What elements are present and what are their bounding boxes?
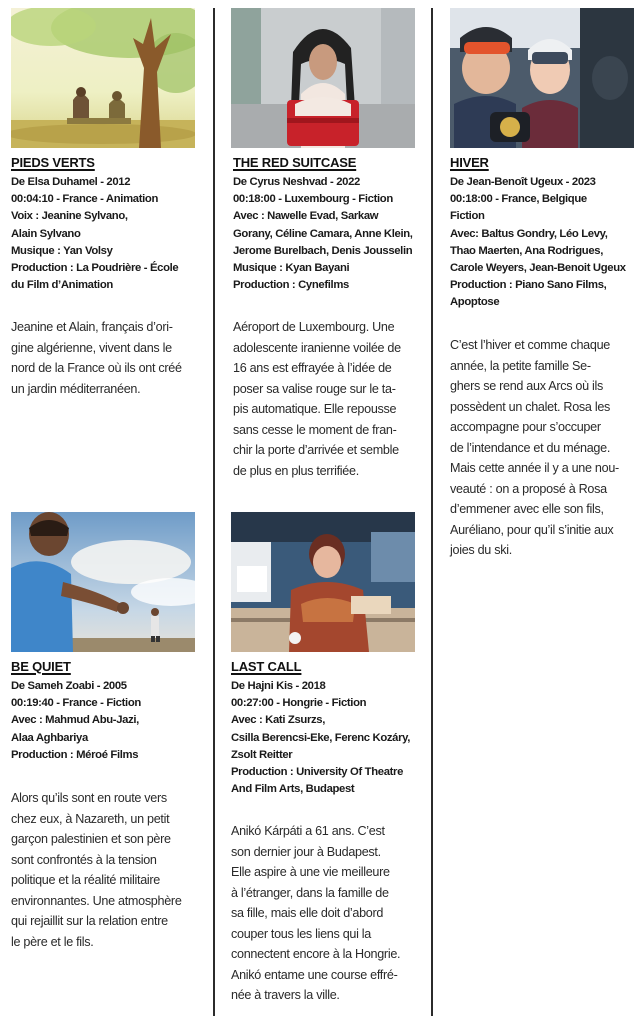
column-divider-right (431, 8, 433, 1016)
synopsis-line: poser sa valise rouge sur le ta- (233, 381, 396, 396)
synopsis-line: joies du ski. (450, 543, 512, 557)
credits-line: De Jean-Benoît Ugeux - 2023 (450, 176, 596, 188)
synopsis-line: couper tous les liens qui la (231, 926, 372, 941)
synopsis-line: sont confrontés à la tension (11, 852, 157, 867)
credits-line: Avec: Baltus Gondry, Léo Levy, (450, 227, 608, 240)
film-title: THE RED SUITCASE (233, 155, 357, 170)
credits-line: Carole Weyers, Jean-Benoit Ugeux (450, 262, 626, 275)
credits-line: Avec : Nawelle Evad, Sarkaw (233, 210, 379, 223)
credits-line: Musique : Yan Volsy (11, 244, 113, 257)
credits-line: De Hajni Kis - 2018 (231, 680, 326, 692)
synopsis-line: un jardin méditerranéen. (11, 381, 141, 396)
synopsis-line: accompagne pour s’occuper (450, 420, 601, 434)
credits-line: De Elsa Duhamel - 2012 (11, 176, 131, 188)
credits-line: Alain Sylvano (11, 227, 81, 240)
credits-line: Production : La Poudrière - École (11, 262, 179, 275)
synopsis-line: sa fille, mais elle doit d’abord (231, 906, 384, 920)
credits-line: Production : Cynefilms (233, 279, 349, 292)
credits-line: Zsolt Reitter (231, 748, 293, 761)
synopsis-line: adolescente iranienne voilée de (233, 340, 401, 355)
film-credits (450, 174, 626, 312)
credits-line: Musique : Kyan Bayani (233, 262, 350, 275)
synopsis-line: Anikó Kárpáti a 61 ans. C’est (231, 824, 385, 838)
credits-line: Jerome Burelbach, Denis Jousselin (233, 244, 413, 257)
credits-line: Avec : Mahmud Abu-Jazi, (11, 714, 139, 727)
credits-line: Apoptose (450, 296, 500, 309)
synopsis-line: chez eux, à Nazareth, un petit (11, 811, 170, 826)
synopsis-line: 16 ans est effrayée à l’idée de (233, 361, 392, 375)
synopsis-line: Mais cette année il y a une nou- (450, 461, 619, 475)
column-divider-left (213, 8, 215, 1016)
synopsis-line: Anikó entame une course effré- (231, 967, 398, 982)
synopsis-line: possèdent un chalet. Rosa les (450, 399, 611, 414)
film-title: HIVER (450, 155, 489, 170)
synopsis-line: politique et la réalité militaire (11, 873, 160, 887)
film-still-be-quiet (11, 512, 195, 652)
film-synopsis (231, 821, 417, 1006)
film-still-last-call (231, 512, 415, 652)
credits-line: 00:18:00 - France, Belgique (450, 193, 587, 206)
film-synopsis (11, 317, 197, 399)
synopsis-line: connectent encore à la Hongrie. (231, 947, 401, 961)
film-still-pieds-verts (11, 8, 195, 148)
credits-line: Production : University Of Theatre (231, 766, 404, 779)
synopsis-line: d’emmener avec elle son fils, (450, 502, 604, 516)
film-title: PIEDS VERTS (11, 155, 95, 170)
credits-line: Fiction (450, 210, 485, 223)
credits-line: du Film d’Animation (11, 279, 113, 292)
credits-line: 00:27:00 - Hongrie - Fiction (231, 697, 367, 710)
credits-line: Gorany, Céline Camara, Anne Klein, (233, 227, 413, 240)
synopsis-line: sans cesse le moment de fran- (233, 422, 397, 437)
credits-line: Production : Piano Sano Films, (450, 279, 607, 292)
synopsis-line: de plus en plus terrifiée. (233, 463, 359, 478)
credits-line: And Film Arts, Budapest (231, 783, 355, 796)
film-credits (11, 678, 141, 764)
synopsis-line: Jeanine et Alain, français d’ori- (11, 320, 173, 334)
credits-line: Thao Maerten, Ana Rodrigues, (450, 244, 603, 257)
synopsis-line: garçon palestinien et son père (11, 832, 171, 846)
credits-line: Avec : Kati Zsurzs, (231, 714, 326, 727)
film-credits (233, 174, 413, 294)
credits-line: Csilla Berencsi-Eke, Ferenc Kozáry, (231, 731, 411, 744)
film-title: BE QUIET (11, 659, 71, 674)
credits-line: Alaa Aghbariya (11, 731, 88, 744)
synopsis-line: environnantes. Une atmosphère (11, 893, 182, 908)
synopsis-line: née à travers la ville. (231, 988, 340, 1002)
synopsis-line: nord de la France où ils ont créé (11, 361, 182, 375)
film-synopsis (11, 788, 197, 952)
synopsis-line: ghers se rend aux Arcs où ils (450, 379, 604, 393)
film-synopsis (450, 335, 634, 561)
credits-line: De Sameh Zoabi - 2005 (11, 680, 127, 692)
synopsis-line: C’est l’hiver et comme chaque (450, 338, 610, 352)
synopsis-line: veauté : on a proposé à Rosa (450, 481, 607, 496)
synopsis-line: de l’intendance et du ménage. (450, 440, 611, 455)
film-still-the-red-suitcase (231, 8, 415, 148)
synopsis-line: qui rejaillit sur la relation entre (11, 914, 168, 928)
credits-line: 00:19:40 - France - Fiction (11, 697, 141, 710)
film-still-hiver (450, 8, 634, 148)
film-credits (11, 174, 178, 294)
credits-line: Voix : Jeanine Sylvano, (11, 210, 128, 223)
credits-line: De Cyrus Neshvad - 2022 (233, 176, 360, 188)
synopsis-line: pis automatique. Elle repousse (233, 402, 397, 416)
synopsis-line: à l’étranger, dans la famille de (231, 885, 389, 900)
synopsis-line: Alors qu’ils sont en route vers (11, 791, 167, 805)
film-credits (231, 678, 410, 798)
film-synopsis (233, 317, 417, 481)
synopsis-line: son dernier jour à Budapest. (231, 844, 381, 859)
credits-line: 00:04:10 - France - Animation (11, 193, 159, 206)
synopsis-line: Elle aspire à une vie meilleure (231, 865, 390, 879)
synopsis-line: Aéroport de Luxembourg. Une (233, 320, 395, 334)
synopsis-line: année, la petite famille Se- (450, 358, 591, 373)
credits-line: Production : Méroé Films (11, 748, 139, 761)
film-title: LAST CALL (231, 659, 302, 674)
credits-line: 00:18:00 - Luxembourg - Fiction (233, 193, 393, 206)
synopsis-line: Auréliano, pour qu’il s’initie aux (450, 522, 614, 537)
synopsis-line: gine algérienne, vivent dans le (11, 340, 172, 355)
synopsis-line: le père et le fils. (11, 934, 94, 949)
synopsis-line: chir la porte d’arrivée et semble (233, 443, 399, 457)
